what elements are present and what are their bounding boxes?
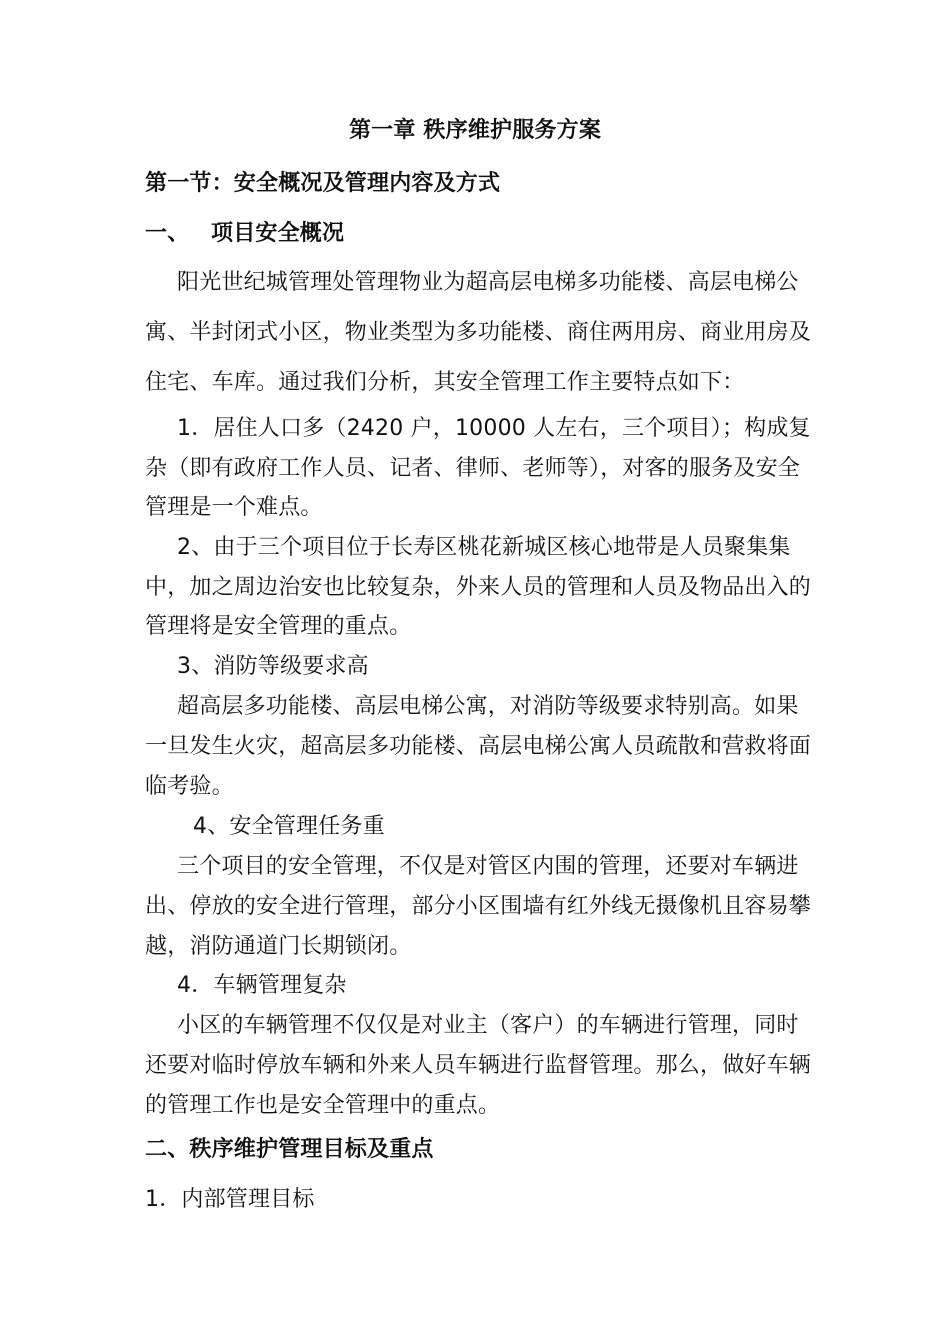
section-title: 第一节：安全概况及管理内容及方式 (145, 171, 501, 196)
paragraph-line: 一旦发生火灾，超高层多功能楼、高层电梯公寓人员疏散和营救将面 (145, 734, 812, 759)
paragraph-line: 小区的车辆管理不仅仅是对业主（客户）的车辆进行管理，同时 (177, 1013, 799, 1038)
paragraph-line: 管理将是安全管理的重点。 (145, 614, 412, 639)
paragraph-line: 住宅、车库。通过我们分析，其安全管理工作主要特点如下： (145, 370, 745, 395)
paragraph-line: 管理是一个难点。 (145, 495, 323, 520)
subheading: 4、安全管理任务重 (193, 814, 385, 839)
paragraph-line: 阳光世纪城管理处管理物业为超高层电梯多功能楼、高层电梯公 (177, 270, 799, 295)
paragraph-line: 出、停放的安全进行管理，部分小区围墙有红外线无摄像机且容易攀 (145, 894, 812, 919)
heading-1-number: 一、 (145, 221, 190, 246)
subheading: 4．车辆管理复杂 (177, 973, 347, 998)
paragraph-line: 杂（即有政府工作人员、记者、律师、老师等），对客的服务及安全 (145, 456, 801, 481)
paragraph-line: 中，加之周边治安也比较复杂，外来人员的管理和人员及物品出入的 (145, 575, 812, 600)
paragraph-line: 1．居住人口多（2420 户，10000 人左右，三个项目）；构成复 (177, 416, 811, 441)
subheading: 3、消防等级要求高 (177, 654, 369, 679)
subheading: 1．内部管理目标 (145, 1187, 315, 1212)
paragraph-line: 超高层多功能楼、高层电梯公寓，对消防等级要求特别高。如果 (177, 694, 799, 719)
paragraph-line: 寓、半封闭式小区，物业类型为多功能楼、商住两用房、商业用房及 (145, 320, 812, 345)
paragraph-line: 的管理工作也是安全管理中的重点。 (145, 1093, 501, 1118)
paragraph-line: 越，消防通道门长期锁闭。 (145, 934, 412, 959)
paragraph-line: 还要对临时停放车辆和外来人员车辆进行监督管理。那么，做好车辆 (145, 1053, 812, 1078)
heading-1-text: 项目安全概况 (211, 221, 345, 246)
paragraph-line: 临考验。 (145, 774, 234, 799)
paragraph-line: 三个项目的安全管理，不仅是对管区内围的管理，还要对车辆进 (177, 854, 799, 879)
heading-2: 二、秩序维护管理目标及重点 (145, 1137, 434, 1162)
paragraph-line: 2、由于三个项目位于长寿区桃花新城区核心地带是人员聚集集 (177, 535, 791, 560)
chapter-title: 第一章 秩序维护服务方案 (348, 118, 602, 143)
